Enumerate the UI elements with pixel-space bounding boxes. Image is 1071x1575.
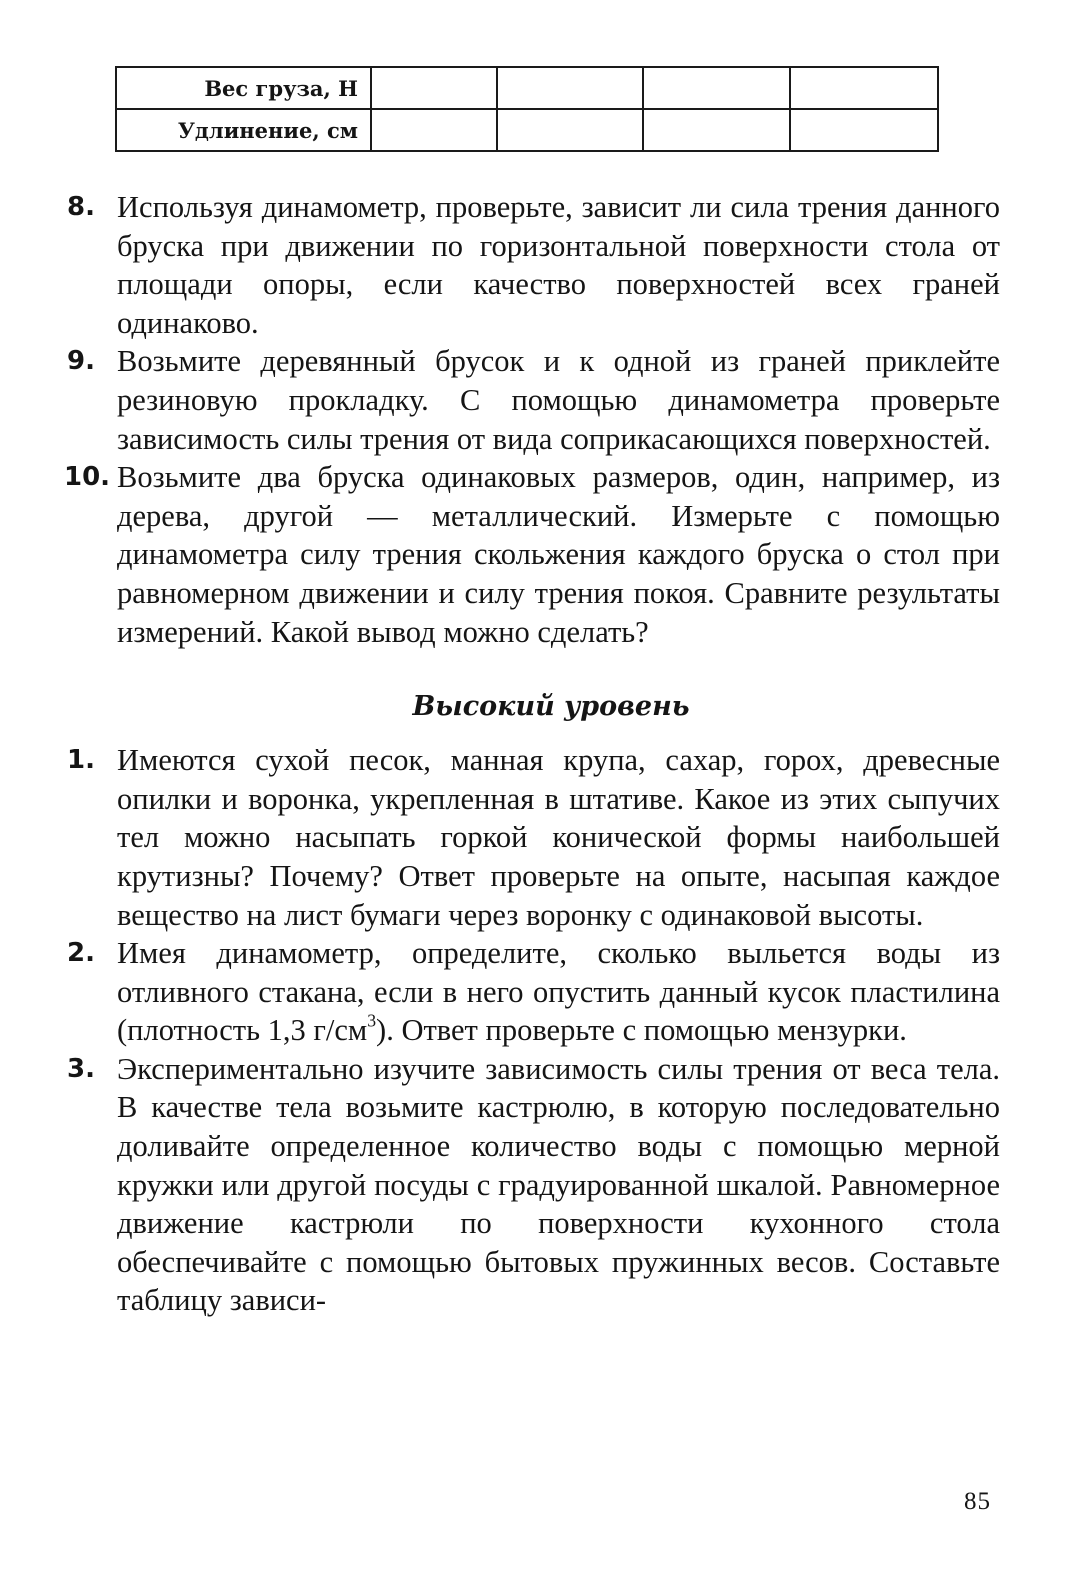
task-number: 1. bbox=[67, 745, 95, 776]
table-row-label: Вес груза, Н bbox=[116, 67, 371, 109]
table-cell bbox=[643, 67, 790, 109]
task-number: 3. bbox=[67, 1053, 95, 1084]
measurement-table bbox=[115, 66, 939, 152]
task-item bbox=[64, 741, 1000, 934]
task-text: Экспериментально изучите зависимость силы трения от веса тела. В качестве тела возьмите кастрюлю, в которую последовательно доливайте определенное количество воды с помощью мерной кружки или другой посуды с градуированной шкалой. Равномерное движение кастрюли по поверхности кухонного стола обеспечивайте с помощью бытовых пружинных весов. Составьте таблицу зависи- bbox=[117, 1051, 1000, 1318]
table-cell bbox=[371, 67, 497, 109]
table-cell bbox=[643, 109, 790, 151]
table-cell bbox=[497, 67, 643, 109]
task-item bbox=[64, 342, 1000, 458]
task-number: 10. bbox=[64, 462, 111, 493]
task-number: 2. bbox=[67, 938, 95, 969]
table-row bbox=[116, 67, 938, 109]
task-text-part: Имея динамометр, определите, сколько выльется воды из отливного стакана, если в него опустить данный кусок пластилина (плотность 1,3 г/см bbox=[117, 936, 1000, 1048]
task-text: Возьмите два бруска одинаковых размеров, один, например, из дерева, другой — металлический. Измерьте с помощью динамометра силу трения скольжения каждого бруска о стол при равномерном движении и силу трения покоя. Сравните результаты измерений. Какой вывод можно сделать? bbox=[117, 460, 1000, 649]
table-cell bbox=[371, 109, 497, 151]
task-text-part: ). Ответ проверьте с помощью мензурки. bbox=[376, 1013, 907, 1048]
task-text: Имеются сухой песок, манная крупа, сахар, горох, древесные опилки и воронка, укрепленная в штативе. Какое из этих сыпучих тел можно насыпать горкой конической формы наибольшей крутизны? Почему? Ответ проверьте на опыте, насыпая каждое вещество на лист бумаги через воронку с одинаковой высоты. bbox=[117, 743, 1000, 932]
table-row bbox=[116, 109, 938, 151]
task-text: Используя динамометр, проверьте, зависит ли сила трения данного бруска при движении по горизонтальной поверхности стола от площади опоры, если качество поверхностей всех граней одинаково. bbox=[117, 190, 1000, 340]
task-item bbox=[64, 188, 1000, 342]
task-number: 9. bbox=[67, 346, 95, 377]
page-number: 85 bbox=[964, 1488, 991, 1515]
task-text bbox=[117, 936, 1000, 1047]
task-item bbox=[64, 934, 1000, 1050]
section-title: Высокий уровень bbox=[412, 691, 690, 723]
superscript: 3 bbox=[367, 1011, 377, 1032]
table-cell bbox=[790, 67, 938, 109]
table-row-label: Удлинение, см bbox=[116, 109, 371, 151]
task-text: Возьмите деревянный брусок и к одной из граней приклейте резиновую прокладку. С помощью динамометра проверьте зависимость силы трения от вида соприкасающихся поверхностей. bbox=[117, 344, 1000, 456]
task-item bbox=[64, 1050, 1000, 1320]
task-number: 8. bbox=[67, 192, 95, 222]
page-content bbox=[64, 188, 1000, 1320]
table-cell bbox=[497, 109, 643, 151]
task-item bbox=[64, 458, 1000, 651]
table-cell bbox=[790, 109, 938, 151]
